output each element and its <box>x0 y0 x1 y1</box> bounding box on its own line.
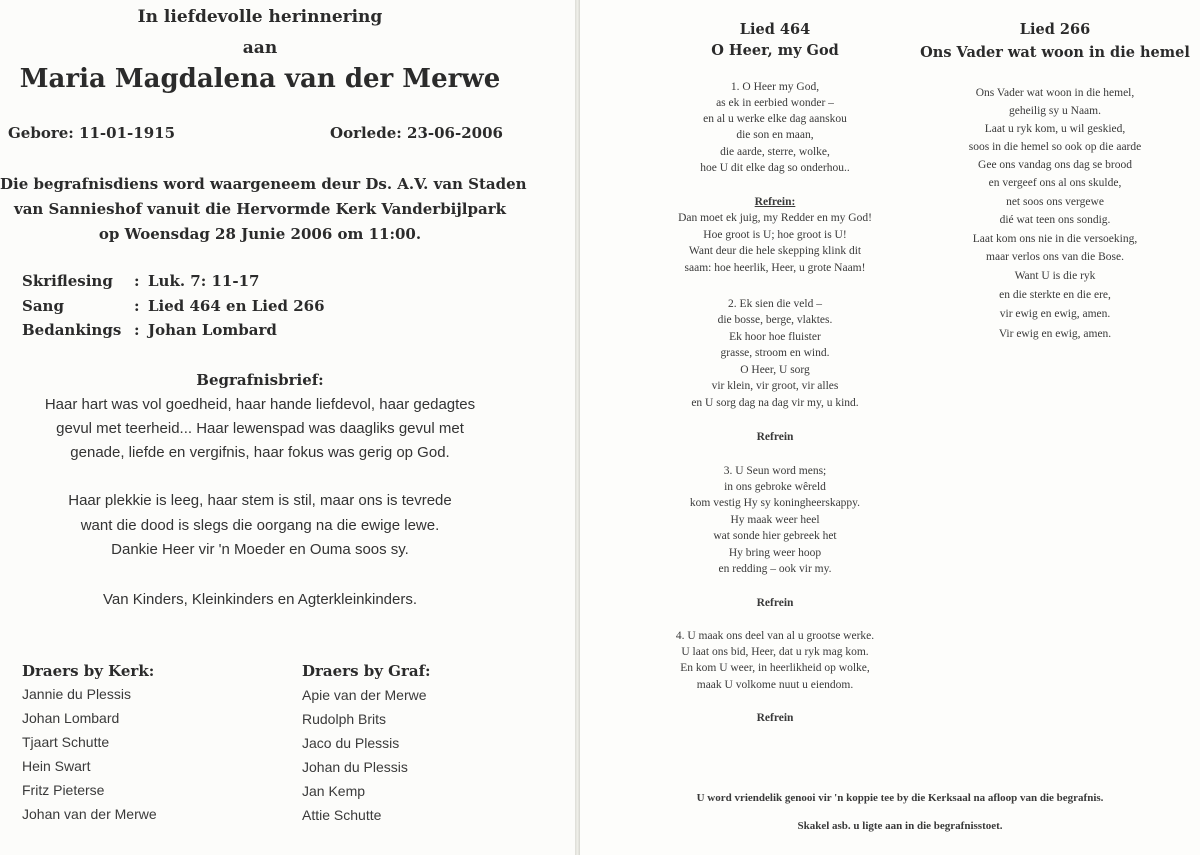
refrain-line: Dan moet ek juig, my Redder en my God! <box>678 212 872 224</box>
hymn-line: 3. U Seun word mens; <box>723 465 827 477</box>
hymn2-subtitle: Ons Vader wat woon in die hemel <box>920 44 1190 61</box>
brief-line: Haar hart was vol goedheid, haar hande liefdevol, haar gedagtes <box>44 396 476 413</box>
brief-line: Dankie Heer vir 'n Moeder en Ouma soos sy. <box>111 541 409 558</box>
bearer-name: Rudolph Brits <box>302 711 387 727</box>
brief-line: Haar plekkie is leeg, haar stem is stil, maar ons is tevrede <box>68 492 452 509</box>
memorial-heading-aan: aan <box>242 38 278 58</box>
service-line: van Sannieshof vanuit die Hervormde Kerk Vanderbijlpark <box>13 200 507 218</box>
hymn-line: die bosse, berge, vlaktes. <box>717 314 833 326</box>
hymn-line: die aarde, sterre, wolke, <box>720 146 830 158</box>
refrain-title: Refrein: <box>754 196 796 208</box>
bearer-name: Jan Kemp <box>302 783 366 799</box>
hymn-line: Ek hoor hoe fluister <box>729 331 821 343</box>
hymn-line: 2. Ek sien die veld – <box>728 298 822 310</box>
hymn-line: as ek in eerbied wonder – <box>716 97 834 109</box>
brief-line: genade, liefde en vergifnis, haar fokus was gerig op God. <box>70 444 450 461</box>
bearer-name: Jannie du Plessis <box>22 686 131 702</box>
prayer-line: dié wat teen ons sondig. <box>999 214 1111 226</box>
prayer-line: en die sterkte en die ere, <box>999 289 1111 301</box>
program-value: Lied 464 en Lied 266 <box>148 297 325 315</box>
prayer-line: en vergeef ons al ons skulde, <box>988 177 1122 189</box>
tea-invitation: U word vriendelik genooi vir 'n koppie tee by die Kerksaal na afloop van die begrafnis. <box>696 792 1104 804</box>
refrain-line: Hoe groot is U; hoe groot is U! <box>703 229 847 241</box>
program-value: Johan Lombard <box>148 321 277 339</box>
program-label: Sang <box>22 297 64 315</box>
program-label: Bedankings <box>22 321 122 339</box>
bearer-name: Hein Swart <box>22 758 91 774</box>
hymn-line: en redding – ook vir my. <box>718 563 832 575</box>
refrain-ref: Refrein <box>756 597 794 609</box>
hymn-line: maak U volkome nuut u eiendom. <box>696 679 854 691</box>
refrain-line: saam: hoe heerlik, Heer, u grote Naam! <box>684 262 866 274</box>
bearer-name: Johan Lombard <box>22 710 120 726</box>
bearers-church-title: Draers by Kerk: <box>22 662 155 680</box>
bearer-name: Apie van der Merwe <box>302 687 427 703</box>
hymn-line: Hy maak weer heel <box>730 514 820 526</box>
prayer-line: Vir ewig en ewig, amen. <box>998 328 1112 340</box>
deceased-name: Maria Magdalena van der Merwe <box>19 64 501 94</box>
prayer-line: vir ewig en ewig, amen. <box>999 308 1111 320</box>
bearers-grave-title: Draers by Graf: <box>302 662 431 680</box>
bearer-name: Johan van der Merwe <box>22 806 157 822</box>
hymn-line: 4. U maak ons deel van al u grootse werke. <box>675 630 875 642</box>
memorial-heading: In liefdevolle herinnering <box>137 7 383 27</box>
bearer-name: Tjaart Schutte <box>22 734 110 750</box>
hymn-line: En kom U weer, in heerlikheid op wolke, <box>680 662 870 674</box>
service-line: Die begrafnisdiens word waargeneem deur Ds. A.V. van Staden <box>0 175 527 193</box>
hymn-line: hoe U dit elke dag so onderhou.. <box>700 162 850 174</box>
hymn-line: en U sorg dag na dag vir my, u kind. <box>691 397 859 409</box>
program-colon: : <box>134 272 140 290</box>
hymn-line: O Heer, U sorg <box>740 364 810 376</box>
hymn1-subtitle: O Heer, my God <box>711 42 839 59</box>
program-value: Luk. 7: 11-17 <box>148 272 260 290</box>
brief-title: Begrafnisbrief: <box>196 371 324 389</box>
refrain-ref: Refrein <box>756 712 794 724</box>
bearer-name: Johan du Plessis <box>302 759 408 775</box>
birth-date: Gebore: 11-01-1915 <box>8 124 175 142</box>
brief-line: want die dood is slegs die oorgang na die ewige lewe. <box>80 517 440 534</box>
prayer-line: Want U is die ryk <box>1014 270 1096 282</box>
hymn-line: kom vestig Hy sy koningheerskappy. <box>689 497 861 509</box>
bearer-name: Fritz Pieterse <box>22 782 105 798</box>
hymn-line: U laat ons bid, Heer, dat u ryk mag kom. <box>681 646 869 658</box>
prayer-line: geheilig sy u Naam. <box>1009 105 1101 117</box>
prayer-line: soos in die hemel so ook op die aarde <box>968 141 1142 153</box>
brief-line: gevul met teerheid... Haar lewenspad was daagliks gevul met <box>56 420 464 437</box>
prayer-line: Laat u ryk kom, u wil geskied, <box>984 123 1126 135</box>
prayer-line: Gee ons vandag ons dag se brood <box>978 159 1132 171</box>
hymn-line: vir klein, vir groot, vir alles <box>711 380 839 392</box>
bearer-name: Jaco du Plessis <box>302 735 400 751</box>
program-label: Skriflesing <box>22 272 113 290</box>
refrain-ref: Refrein <box>756 431 794 443</box>
brief-signoff: Van Kinders, Kleinkinders en Agterkleinkinders. <box>102 591 418 608</box>
hymn-line: Hy bring weer hoop <box>728 547 822 559</box>
prayer-line: Laat kom ons nie in die versoeking, <box>972 233 1138 245</box>
hymn-line: wat sonde hier gebreek het <box>713 530 837 542</box>
hymn-line: in ons gebroke wêreld <box>724 481 826 493</box>
prayer-line: net soos ons vergewe <box>1006 196 1104 208</box>
refrain-line: Want deur die hele skepping klink dit <box>688 245 862 257</box>
death-date: Oorlede: 23-06-2006 <box>330 124 503 142</box>
hymn-line: die son en maan, <box>736 129 814 141</box>
prayer-line: Ons Vader wat woon in die hemel, <box>975 87 1135 99</box>
hymn1-title: Lied 464 <box>739 21 811 38</box>
program-colon: : <box>134 321 140 339</box>
hymn-line: grasse, stroom en wind. <box>720 347 830 359</box>
program-colon: : <box>134 297 140 315</box>
hymn-line: 1. O Heer my God, <box>730 81 820 93</box>
hymn-line: en al u werke elke dag aanskou <box>703 113 847 125</box>
bearer-name: Attie Schutte <box>302 807 382 823</box>
service-line: op Woensdag 28 Junie 2006 om 11:00. <box>98 225 422 243</box>
hymn2-title: Lied 266 <box>1019 21 1091 38</box>
prayer-line: maar verlos ons van die Bose. <box>986 251 1124 263</box>
lights-notice: Skakel asb. u ligte aan in die begrafnisstoet. <box>797 820 1003 832</box>
